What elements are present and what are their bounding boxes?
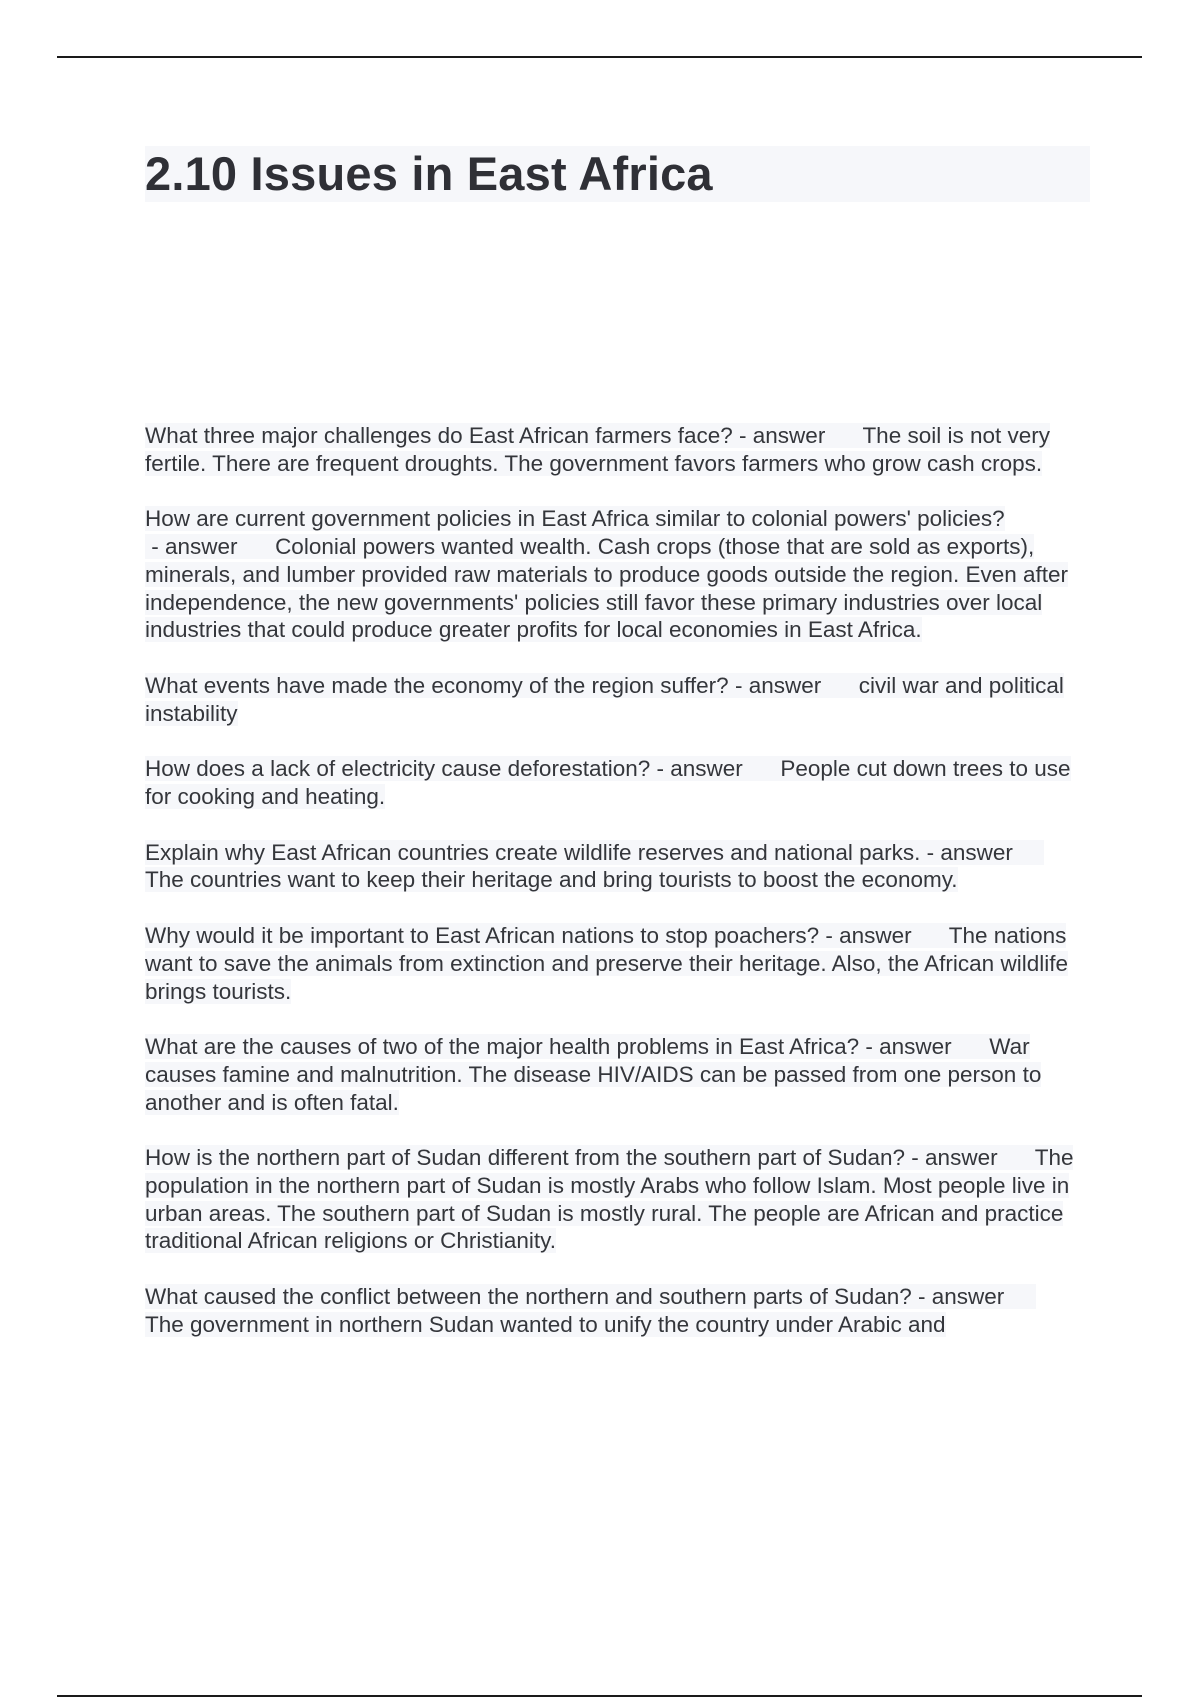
answer-label: answer bbox=[839, 923, 912, 949]
question-text: What events have made the economy of the region suffer? bbox=[145, 672, 729, 698]
answer-text: People cut down trees to use for cooking and heating. bbox=[145, 756, 1071, 810]
qa-item bbox=[145, 672, 1090, 727]
separator: - bbox=[145, 534, 165, 560]
question-text: How does a lack of electricity cause deforestation? bbox=[145, 756, 651, 782]
answer-label: answer bbox=[748, 672, 822, 698]
answer-text: civil war and political instability bbox=[145, 672, 1064, 726]
qa-item bbox=[145, 422, 1090, 477]
answer-label: answer bbox=[940, 839, 1013, 865]
answer-label: answer bbox=[925, 1145, 998, 1171]
answer-text: War causes famine and malnutrition. The disease HIV/AIDS can be passed from one person to another and is often fatal. bbox=[145, 1034, 1042, 1115]
separator: - bbox=[859, 1034, 880, 1060]
document-body bbox=[145, 146, 1090, 1367]
separator: - bbox=[732, 423, 753, 448]
question-text: What three major challenges do East African farmers face? bbox=[145, 423, 733, 448]
question-text: How is the northern part of Sudan different from the southern part of Sudan? bbox=[145, 1145, 906, 1171]
bottom-rule bbox=[57, 1695, 1142, 1697]
answer-label: answer bbox=[931, 1284, 1005, 1310]
question-text: Explain why East African countries create wildlife reserves and national parks. bbox=[145, 839, 921, 865]
question-text: Why would it be important to East African nations to stop poachers? bbox=[145, 923, 820, 949]
answer-text: The countries want to keep their heritage and bring tourists to boost the economy. bbox=[145, 867, 958, 893]
answer-label: answer bbox=[879, 1034, 952, 1060]
answer-text: The nations want to save the animals from extinction and preserve their heritage. Also, the African wildlife brings tourists. bbox=[145, 923, 1068, 1004]
question-text: What are the causes of two of the major health problems in East Africa? bbox=[145, 1034, 860, 1060]
qa-item bbox=[145, 1283, 1090, 1338]
qa-item bbox=[145, 1144, 1090, 1255]
answer-text: The population in the northern part of Sudan is mostly Arabs who follow Islam. Most people live in urban areas. The southern part of Sudan is mostly rural. The people are African and practice traditional African religions or Christianity. bbox=[145, 1145, 1074, 1254]
answer-text: Colonial powers wanted wealth. Cash crops (those that are sold as exports), minerals, and lumber provided raw materials to produce goods outside the region. Even after independence, the new governments' policies still favor these primary industries over local industries that could produce greater profits for local economies in East Africa. bbox=[145, 534, 1069, 643]
answer-label: answer bbox=[752, 423, 826, 448]
answer-label: answer bbox=[165, 534, 238, 560]
top-rule bbox=[57, 56, 1142, 58]
qa-item bbox=[145, 839, 1090, 894]
question-text: How are current government policies in East Africa similar to colonial powers' policies? bbox=[145, 506, 1005, 532]
separator: - bbox=[650, 756, 671, 782]
page-title: 2.10 Issues in East Africa bbox=[145, 146, 1090, 202]
qa-item bbox=[145, 1033, 1090, 1116]
qa-item bbox=[145, 505, 1090, 644]
answer-label: answer bbox=[670, 756, 743, 782]
separator: - bbox=[920, 839, 941, 865]
separator: - bbox=[728, 672, 749, 698]
question-text: What caused the conflict between the northern and southern parts of Sudan? bbox=[145, 1284, 912, 1310]
qa-item bbox=[145, 755, 1090, 810]
separator: - bbox=[819, 923, 840, 949]
qa-item bbox=[145, 922, 1090, 1005]
answer-text: The soil is not very fertile. There are frequent droughts. The government favors farmers who grow cash crops. bbox=[145, 423, 1051, 476]
separator: - bbox=[905, 1145, 926, 1171]
separator: - bbox=[911, 1284, 932, 1310]
answer-text: The government in northern Sudan wanted to unify the country under Arabic and bbox=[145, 1311, 946, 1337]
qa-list bbox=[145, 422, 1090, 1339]
